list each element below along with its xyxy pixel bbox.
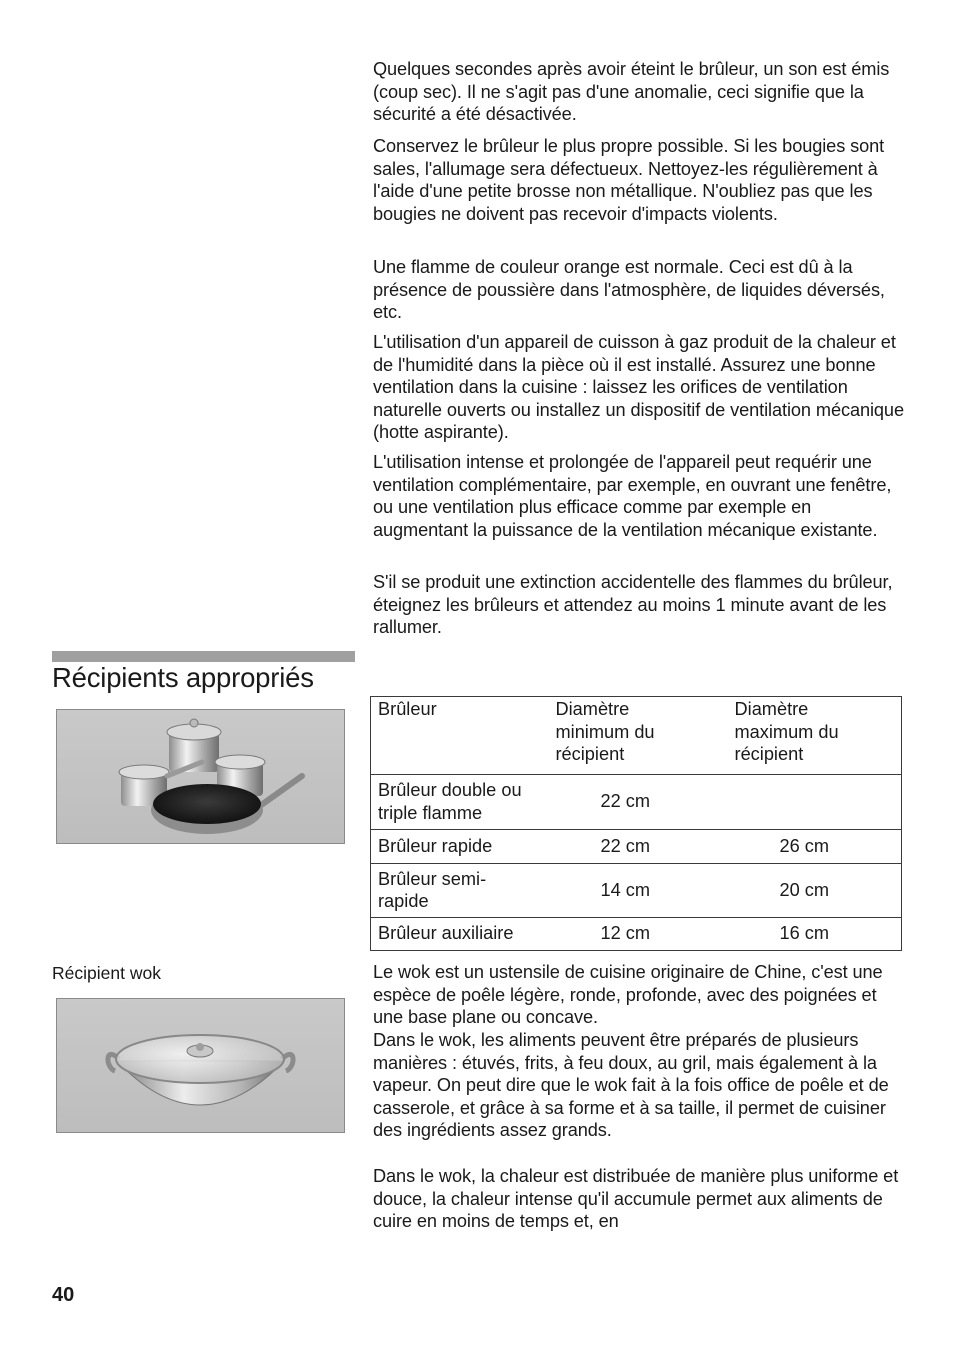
table-cell-burner: Brûleur semi-rapide bbox=[371, 863, 549, 917]
table-header-max-label: Diamètre maximum du récipient bbox=[734, 699, 839, 765]
table-cell-burner: Brûleur rapide bbox=[371, 829, 549, 863]
table-cell-burner: Brûleur auxiliaire bbox=[371, 917, 549, 950]
table-header-min-label: Diamètre minimum du récipient bbox=[555, 699, 655, 765]
paragraph-flame-extinction: S'il se produit une extinction accidentelle des flammes du brûleur, éteignez les brûleurs et attendez au moins 1 minute avant de les rallumer. bbox=[373, 572, 893, 638]
table-header-burner: Brûleur bbox=[371, 697, 549, 775]
paragraph-orange-flame: Une flamme de couleur orange est normale. Ceci est dû à la présence de poussière dans l'atmosphère, de liquides déversés, etc. bbox=[373, 257, 885, 323]
wok-with-lid-photo bbox=[56, 998, 345, 1133]
section-title: Récipients appropriés bbox=[52, 662, 314, 693]
paragraph-safety-click: Quelques secondes après avoir éteint le brûleur, un son est émis (coup sec). Il ne s'agit pas d'une anomalie, ceci signifie que la sécurité a été désactivée. bbox=[373, 59, 890, 125]
table-cell-min: 22 cm bbox=[549, 774, 728, 829]
table-cell-max: 26 cm bbox=[728, 829, 902, 863]
table-row bbox=[371, 863, 902, 917]
table-cell-min: 14 cm bbox=[549, 863, 728, 917]
wok-paragraph-intro: Le wok est un ustensile de cuisine originaire de Chine, c'est une espèce de poêle légère, ronde, profonde, avec des poignées et une base plane ou concave. bbox=[373, 962, 883, 1028]
wok-caption: Récipient wok bbox=[52, 963, 161, 983]
table-header-min-diameter bbox=[549, 697, 728, 775]
table-cell-burner: Brûleur double ou triple flamme bbox=[371, 774, 549, 829]
table-row bbox=[371, 829, 902, 863]
burner-diameter-table bbox=[370, 696, 902, 951]
table-header-row bbox=[371, 697, 902, 775]
table-cell-min: 12 cm bbox=[549, 917, 728, 950]
pots-and-pan-photo bbox=[56, 709, 345, 844]
table-header-max-diameter bbox=[728, 697, 902, 775]
page-number: 40 bbox=[52, 1284, 75, 1306]
paragraph-ventilation: L'utilisation d'un appareil de cuisson à gaz produit de la chaleur et de l'humidité dans la pièce où il est installé. Assurez une bonne ventilation dans la cuisine : laissez les orifices de ventilation naturelle ouverts ou installez un dispositif de ventilation mécanique (hotte aspirante). bbox=[373, 332, 904, 443]
table-cell-min: 22 cm bbox=[549, 829, 728, 863]
paragraph-extra-ventilation: L'utilisation intense et prolongée de l'appareil peut requérir une ventilation complémentaire, par exemple, en ouvrant une fenêtre, ou une ventilation plus efficace comme par exemple en augmentant la puissance de la ventilation mécanique existante. bbox=[373, 452, 892, 540]
table-row bbox=[371, 917, 902, 950]
paragraph-clean-burner: Conservez le brûleur le plus propre possible. Si les bougies sont sales, l'allumage sera défectueux. Nettoyez-les régulièrement à l'aide d'une petite brosse non métallique. N'oubliez pas que les bougies ne doivent pas recevoir d'impacts violents. bbox=[373, 136, 885, 224]
table-cell-max: 20 cm bbox=[728, 863, 902, 917]
table-row bbox=[371, 774, 902, 829]
wok-paragraph-heat: Dans le wok, la chaleur est distribuée de manière plus uniforme et douce, la chaleur intense qu'il accumule permet aux aliments de cuire en moins de temps et, en bbox=[373, 1166, 899, 1232]
table-cell-max: 16 cm bbox=[728, 917, 902, 950]
table-cell-max bbox=[728, 774, 902, 829]
wok-paragraph-methods: Dans le wok, les aliments peuvent être préparés de plusieurs manières : étuvés, frits, à feu doux, au gril, mais également à la vapeur. On peut dire que le wok fait à la fois office de poêle et de casserole, et grâce à sa forme et à sa taille, il permet de cuisiner des ingrédients assez grands. bbox=[373, 1030, 889, 1141]
